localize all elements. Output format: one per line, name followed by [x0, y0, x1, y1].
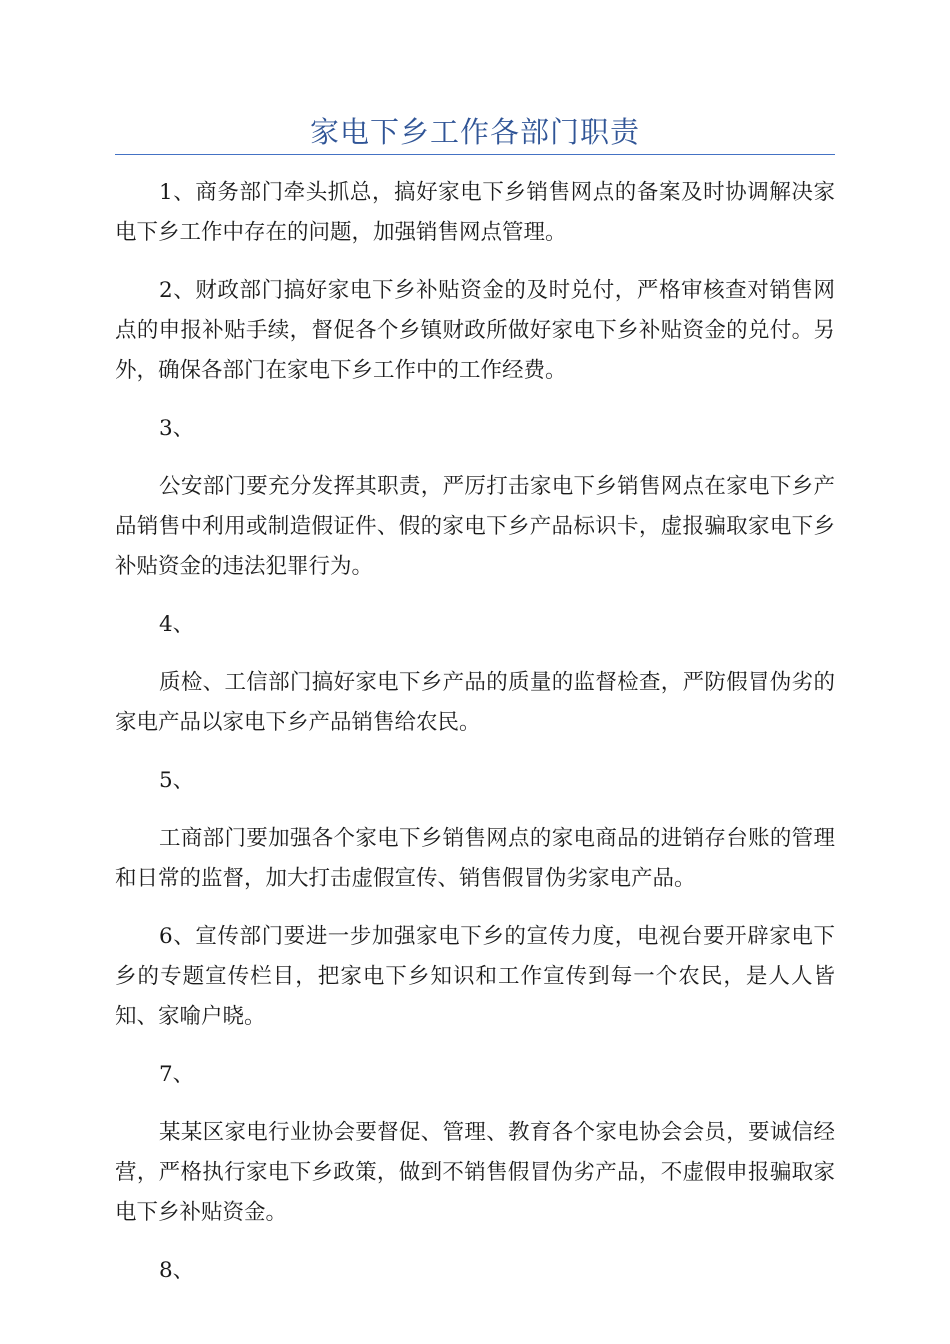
paragraph-2: 2、财政部门搞好家电下乡补贴资金的及时兑付，严格审核查对销售网点的申报补贴手续，督促各个乡镇财政所做好家电下乡补贴资金的兑付。另外，确保各部门在家电下乡工作中的工作经费。 — [115, 278, 835, 383]
document-title: 家电下乡工作各部门职责 — [309, 115, 640, 149]
paragraph-8-number: 8、 — [159, 1258, 195, 1283]
paragraph-4-number: 4、 — [159, 612, 195, 637]
paragraph-3: 公安部门要充分发挥其职责，严厉打击家电下乡销售网点在家电下乡产品销售中利用或制造假证件、假的家电下乡产品标识卡，虚报骗取家电下乡补贴资金的违法犯罪行为。 — [115, 474, 835, 579]
paragraph-6: 6、宣传部门要进一步加强家电下乡的宣传力度，电视台要开辟家电下乡的专题宣传栏目，把家电下乡知识和工作宣传到每一个农民，是人人皆知、家喻户晓。 — [115, 924, 835, 1029]
paragraph-3-number: 3、 — [159, 416, 195, 441]
paragraph-7: 某某区家电行业协会要督促、管理、教育各个家电协会会员，要诚信经营，严格执行家电下乡政策，做到不销售假冒伪劣产品，不虚假申报骗取家电下乡补贴资金。 — [115, 1120, 835, 1225]
title-underline — [115, 154, 835, 155]
paragraph-7-number: 7、 — [159, 1062, 195, 1087]
paragraph-5: 工商部门要加强各个家电下乡销售网点的家电商品的进销存台账的管理和日常的监督，加大打击虚假宣传、销售假冒伪劣家电产品。 — [115, 826, 835, 891]
document-body — [115, 173, 835, 1291]
paragraph-5-number: 5、 — [159, 768, 195, 793]
paragraph-1: 1、商务部门牵头抓总，搞好家电下乡销售网点的备案及时协调解决家电下乡工作中存在的问题，加强销售网点管理。 — [115, 180, 835, 245]
paragraph-4: 质检、工信部门搞好家电下乡产品的质量的监督检查，严防假冒伪劣的家电产品以家电下乡产品销售给农民。 — [115, 670, 835, 735]
